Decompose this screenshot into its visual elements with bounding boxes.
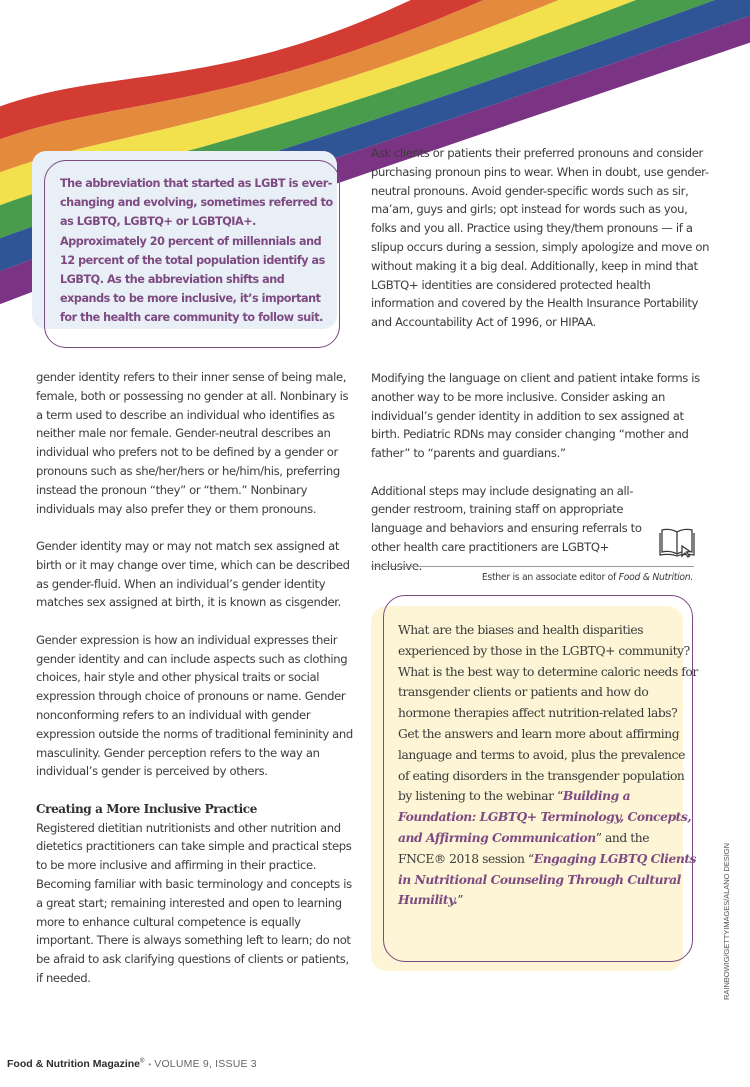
open-quote: “ [527,851,534,866]
author-divider [371,566,694,567]
promo-callout-text [398,620,698,911]
sidebar-callout-text: The abbreviation that started as LGBT is ever-changing and evolving, sometimes referred to as LGBTQ, LGBTQ+ or LGBTQIA+. Approximately 20 percent of millennials and 12 percent of the total population identify as LGBTQ. As the abbreviation shifts and expands to be more inclusive, it’s important for the health care community to follow suit. [60,177,333,325]
section-heading: Creating a More Inclusive Practice [36,801,257,816]
inclusive-practice-section [36,800,356,988]
volume-issue: VOLUME 9, ISSUE 3 [154,1058,257,1070]
gender-fluid-paragraph: Gender identity may or may not match sex assigned at birth or it may change over time, which can be described as gender-fluid. When an individual’s gender identity matches sex assigned at birth, it is known as cisgender. [36,538,350,610]
inclusive-practice-paragraph: Registered dietitian nutritionists and other nutrition and dietetics practitioners can take simple and practical steps to be more inclusive and affirming in their practice. Becoming familiar with basic terminology and concepts is a great start; remaining interested and open to learning more to enhance cultural competence is equally important. There is always something left to learn; do not be afraid to ask clarifying questions of clients or patients, if needed. [36,820,352,985]
footer-separator: • [148,1060,152,1069]
intake-forms-paragraph: Modifying the language on client and patient intake forms is another way to be more inclusive. Consider asking an individual’s gender identity in addition to sex assigned at birth. Pediatric RDNs may consider changing “mother and father” to “parents and guardians.” [371,371,700,461]
registered-mark: ® [140,1058,145,1065]
gender-identity-paragraph: gender identity refers to their inner sense of being male, female, both or possessing no gender at all. Nonbinary is a term used to describe an individual who identifies as neither male nor female. Gender-neutral describes an individual who prefers not to be defined by a gender or pronouns such as she/her/hers or he/him/his, preferring instead the pronoun “they” or “them.” Nonbinary individuals may also prefer they or them pronouns. [36,370,349,516]
author-bio-prefix: Esther is an associate editor of [481,572,619,583]
promo-connector: ” and the FNCE® 2018 session [398,830,650,866]
pronouns-paragraph: Ask clients or patients their preferred pronouns and consider purchasing pronoun pins to wear. When in doubt, use gender-neutral pronouns. Avoid gender-specific words such as sir, ma’am, guys and girls; opt instead for words such as you, folks and you all. Practice using they/them pronouns — if a slipup occurs during a session, simply apologize and move on without making it a big deal. Additionally, keep in mind that LGBTQ+ identities are considered protected health information and covered by the Health Insurance Portability and Accountability Act of 1996, or HIPAA. [371,146,710,330]
page-footer [7,1058,257,1070]
photo-credit: RAINBOWIG/GETTYIMAGES/ALANO DESIGN [722,843,731,1000]
author-bio-publication: Food & Nutrition. [618,572,693,583]
author-bio [371,572,693,583]
close-quote: ” [457,893,464,908]
gender-expression-paragraph: Gender expression is how an individual expresses their gender identity and can include aspects such as clothing choices, hair style and other physical traits or social expression through choice of pronouns or name. Gender nonconforming refers to an individual with gender expression outside the norms of traditional femininity and masculinity. Gender perception refers to the way an individual’s gender is perceived by others. [36,632,353,779]
right-column-top [371,144,716,332]
left-column [36,368,356,988]
open-book-icon [659,526,695,558]
open-quote: “ [557,789,563,804]
additional-steps-paragraph: Additional steps may include designating an all-gender restroom, training staff on appropriate language and behaviors and ensuring referrals to other health care practitioners are LGBTQ+ inclusive. [371,483,642,573]
session-title-link[interactable]: Engaging LGBTQ Clients in Nutritional Counseling Through Cultural Humility. [398,850,697,908]
promo-intro: What are the biases and health disparities experienced by those in the LGBTQ+ community? What is the best way to determine caloric needs for transgender clients or patients and how do hormone therapies affect nutrition-related labs? Get the answers and learn more about affirming language and terms to avoid, plus the prevalence of eating disorders in the transgender population by listening to the webinar [398,623,698,804]
magazine-name: Food & Nutrition Magazine [7,1058,140,1070]
webinar-title-link[interactable]: Building a Foundation: LGBTQ+ Terminology, Concepts, and Affirming Communication [398,788,692,845]
